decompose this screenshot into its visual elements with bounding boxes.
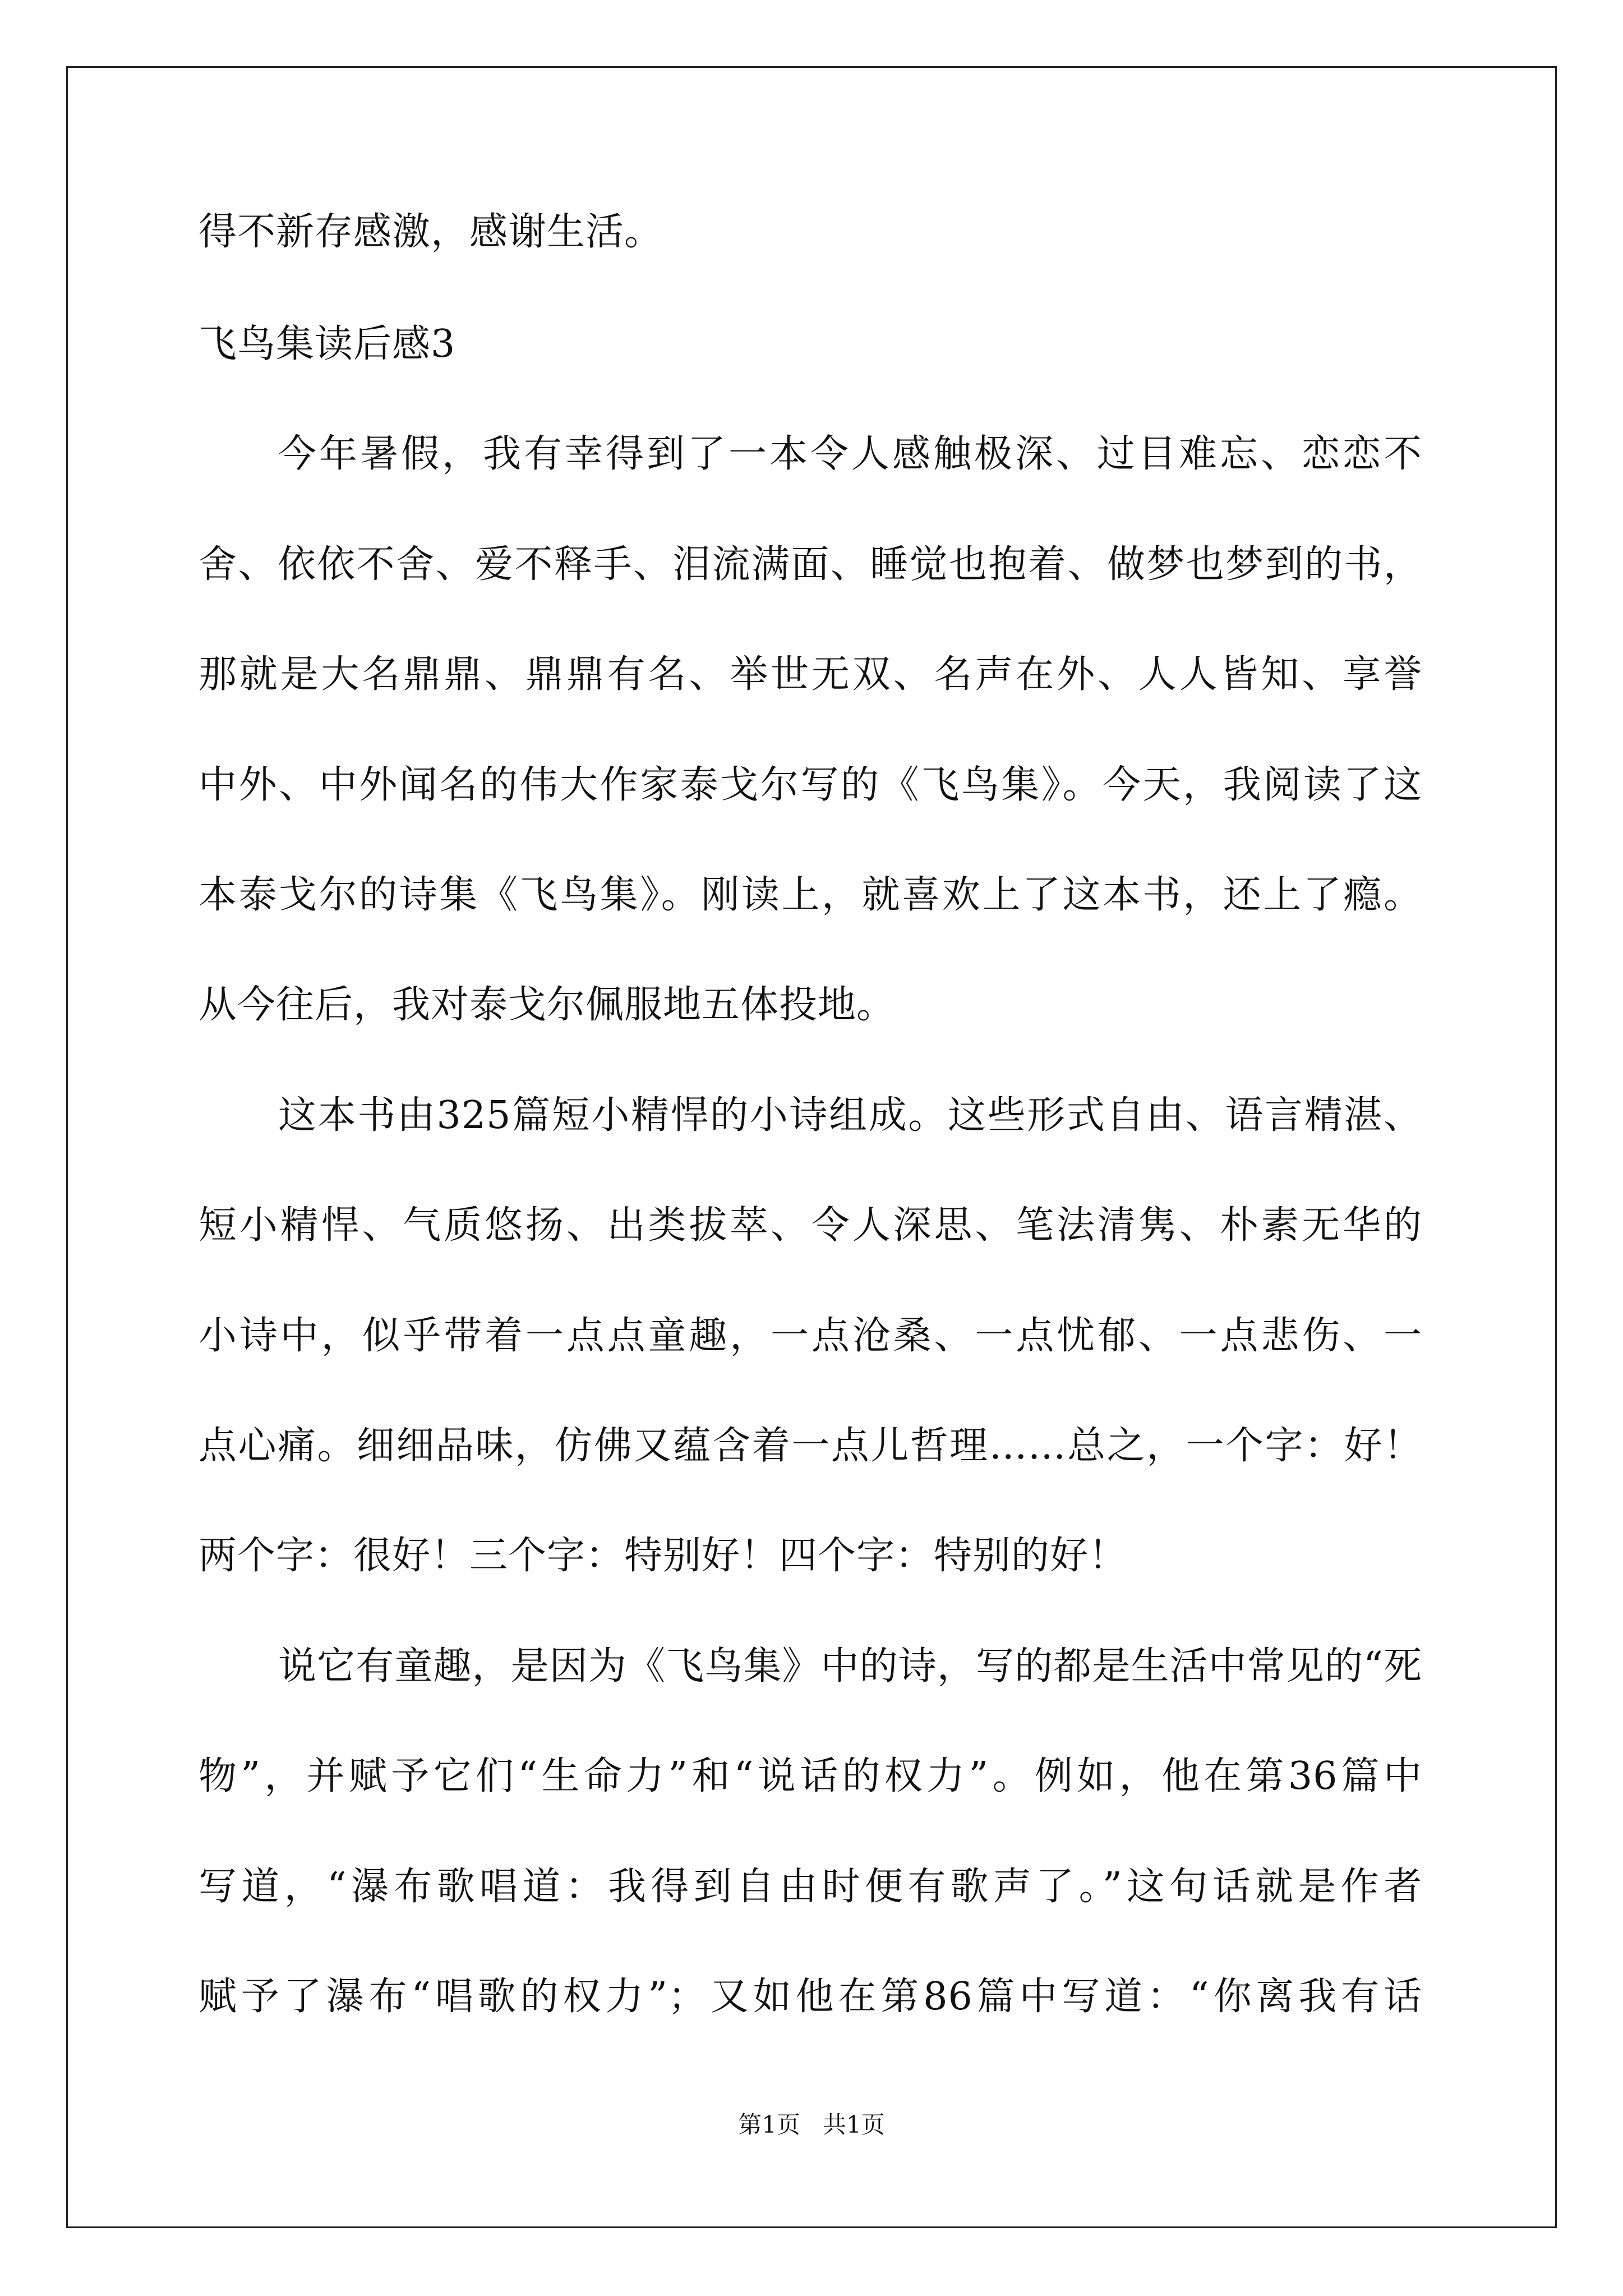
- text-line: 两个字：很好！三个字：特别好！四个字：特别的好！: [199, 1534, 1128, 1578]
- text-line: 本泰戈尔的诗集《飞鸟集》。刚读上，就喜欢上了这本书，还上了瘾。: [199, 873, 1422, 917]
- text-line: 赋予了瀑布“唱歌的权力”；又如他在第86篇中写道：“你离我有话: [199, 1975, 1422, 2019]
- text-line: 这本书由325篇短小精悍的小诗组成。这些形式自由、语言精湛、: [278, 1093, 1422, 1138]
- text-line: 短小精悍、气质悠扬、出类拔萃、令人深思、笔法清隽、朴素无华的: [199, 1203, 1422, 1248]
- text-line: 得不新存感激，感谢生活。: [199, 210, 663, 254]
- text-line: 写道，“瀑布歌唱道：我得到自由时便有歌声了。”这句话就是作者: [199, 1865, 1422, 1909]
- text-line: 从今往后，我对泰戈尔佩服地五体投地。: [199, 983, 896, 1027]
- text-line: 点心痛。细细品味，仿佛又蕴含着一点儿哲理……总之，一个字：好！: [199, 1424, 1422, 1468]
- text-line: 中外、中外闻名的伟大作家泰戈尔写的《飞鸟集》。今天，我阅读了这: [199, 763, 1422, 807]
- section-heading: 飞鸟集读后感3: [199, 322, 456, 366]
- text-line: 今年暑假，我有幸得到了一本令人感触极深、过目难忘、恋恋不: [278, 432, 1422, 476]
- page-footer: [0, 2109, 1623, 2141]
- page-total: 共1页: [823, 2111, 885, 2138]
- text-line: 物”，并赋予它们“生命力”和“说话的权力”。例如，他在第36篇中: [199, 1754, 1422, 1798]
- text-line: 那就是大名鼎鼎、鼎鼎有名、举世无双、名声在外、人人皆知、享誉: [199, 652, 1422, 697]
- text-line: 说它有童趣，是因为《飞鸟集》中的诗，写的都是生活中常见的“死: [278, 1644, 1422, 1688]
- text-line: 舍、依依不舍、爱不释手、泪流满面、睡觉也抱着、做梦也梦到的书，: [199, 542, 1422, 587]
- page-number: 第1页: [738, 2111, 800, 2138]
- text-line: 小诗中，似乎带着一点点童趣，一点沧桑、一点忧郁、一点悲伤、一: [199, 1314, 1422, 1358]
